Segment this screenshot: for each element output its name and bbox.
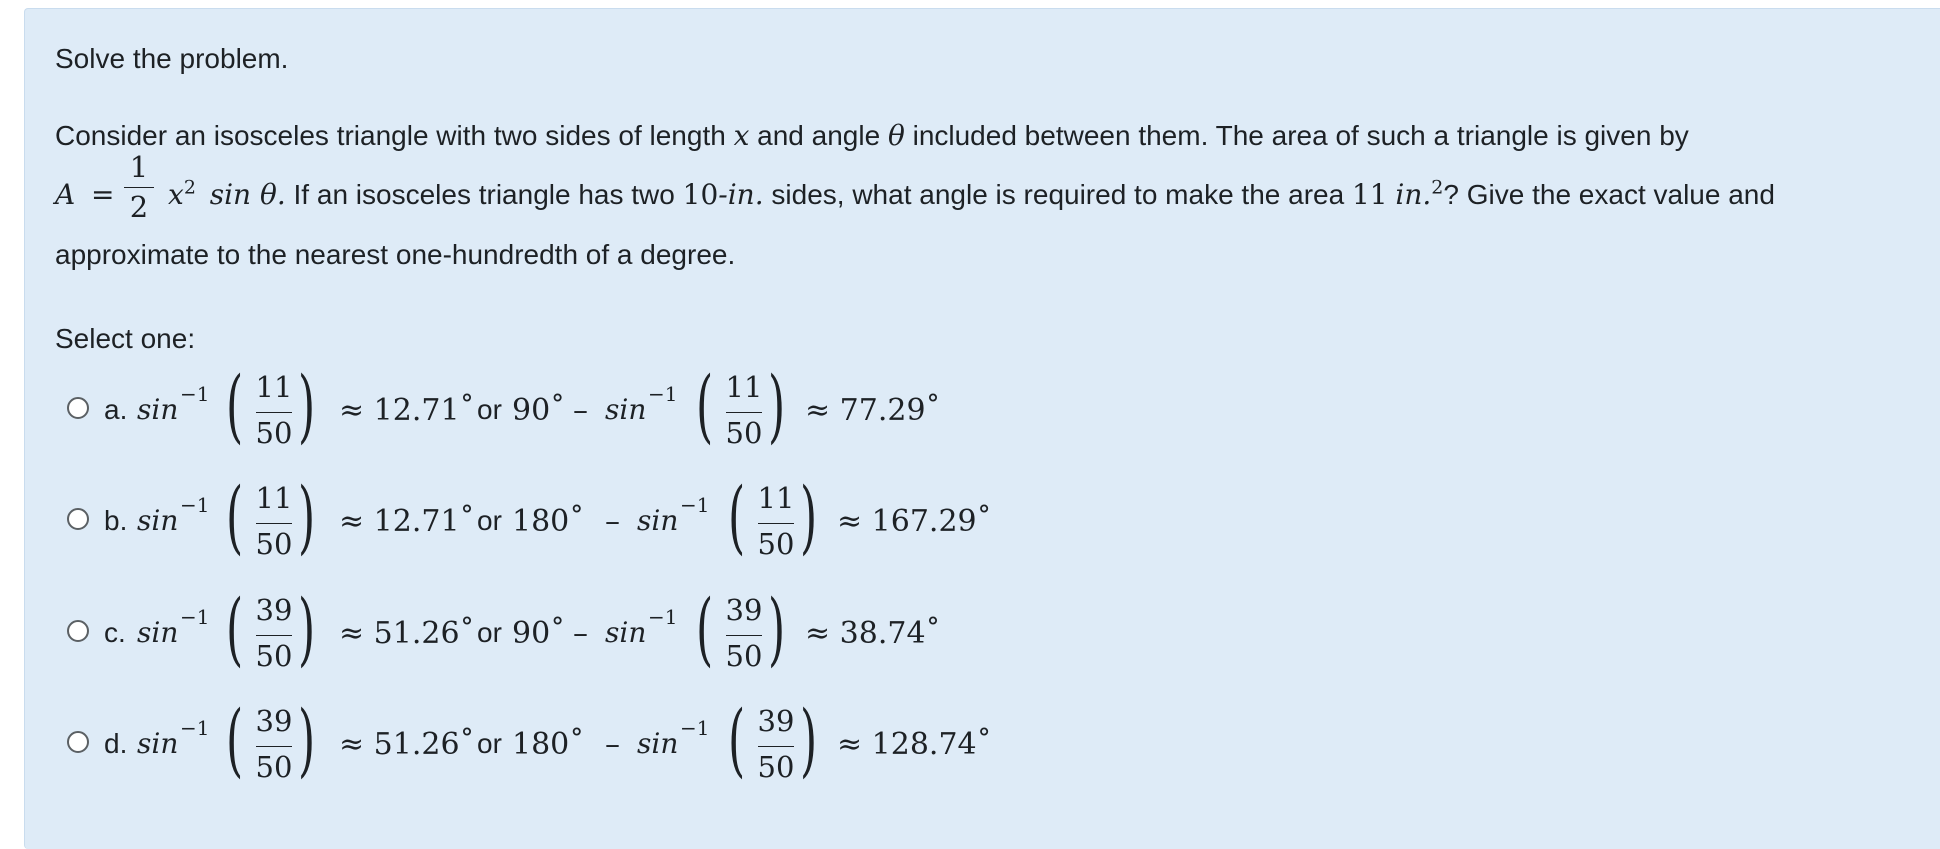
fraction-numerator: 39 (255, 593, 293, 627)
fraction-denominator: 50 (725, 416, 763, 450)
approx-value-2: ≈ 128.74˚ (837, 727, 992, 762)
close-paren: ) (768, 359, 786, 452)
open-paren: ( (226, 470, 244, 563)
option-b[interactable] (0, 470, 1100, 581)
or-text: or (477, 617, 502, 648)
fraction-bar (124, 187, 154, 188)
fraction-bar (256, 746, 292, 747)
minus-sign: – (605, 727, 620, 762)
sin-label: sin (137, 393, 179, 426)
or-text: or (477, 394, 502, 425)
close-paren: ) (298, 693, 316, 786)
approx-value-2: ≈ 77.29˚ (805, 393, 941, 428)
close-paren: ) (800, 470, 818, 563)
option-letter: a. (104, 394, 128, 425)
open-paren: ( (728, 470, 746, 563)
fraction-denominator: 50 (255, 416, 293, 450)
approx-value-1: ≈ 51.26˚ (339, 616, 475, 651)
base-angle: 90˚ (512, 393, 566, 428)
question-line-1: Consider an isosceles triangle with two sides of length x and angle θ included between them. The area of such a triangle is given by (55, 119, 1689, 152)
sin-label: sin (605, 616, 647, 649)
close-paren: ) (768, 582, 786, 675)
fraction-bar (256, 412, 292, 413)
base-angle: 180˚ (512, 504, 585, 539)
inverse-exponent: −1 (180, 605, 210, 629)
formula-numerator: 1 (129, 150, 149, 184)
open-paren: ( (226, 582, 244, 675)
close-paren: ) (298, 359, 316, 452)
option-c[interactable] (0, 582, 1100, 693)
formula-denominator: 2 (129, 190, 149, 224)
open-paren: ( (696, 359, 714, 452)
sin-label: sin (637, 727, 679, 760)
fraction-denominator: 50 (725, 639, 763, 673)
close-paren: ) (298, 470, 316, 563)
sin-label: sin (137, 727, 179, 760)
fraction-bar (726, 635, 762, 636)
fraction-numerator: 11 (255, 370, 293, 404)
approx-value-2: ≈ 38.74˚ (805, 616, 941, 651)
fraction-bar (256, 635, 292, 636)
open-paren: ( (696, 582, 714, 675)
or-text: or (477, 728, 502, 759)
option-d[interactable] (0, 693, 1100, 804)
minus-sign: – (605, 504, 620, 539)
fraction-denominator: 50 (255, 527, 293, 561)
fraction-denominator: 50 (757, 750, 795, 784)
option-radio[interactable] (67, 508, 89, 530)
fraction-bar (256, 523, 292, 524)
option-radio[interactable] (67, 620, 89, 642)
approx-value-1: ≈ 51.26˚ (339, 727, 475, 762)
option-letter: c. (104, 617, 126, 648)
base-angle: 180˚ (512, 727, 585, 762)
close-paren: ) (800, 693, 818, 786)
option-radio[interactable] (67, 397, 89, 419)
sin-label: sin (137, 616, 179, 649)
sin-label: sin (637, 504, 679, 537)
fraction-numerator: 11 (757, 481, 795, 515)
open-paren: ( (728, 693, 746, 786)
select-one-label: Select one: (55, 323, 196, 354)
approx-value-1: ≈ 12.71˚ (339, 393, 475, 428)
fraction-bar (758, 746, 794, 747)
inverse-exponent: −1 (680, 716, 710, 740)
option-letter: d. (104, 728, 128, 759)
open-paren: ( (226, 359, 244, 452)
approx-value-1: ≈ 12.71˚ (339, 504, 475, 539)
open-paren: ( (226, 693, 244, 786)
minus-sign: – (573, 616, 588, 651)
question-line-2: $A = x^2$ sin θ. If an isosceles triangle has two 10-in. sides, what angle is required to make the area 11 in.$^2$? Give the exact value and (55, 176, 1775, 211)
sin-label: sin (605, 393, 647, 426)
inverse-exponent: −1 (648, 382, 678, 406)
fraction-denominator: 50 (255, 639, 293, 673)
sin-label: sin (137, 504, 179, 537)
fraction-denominator: 50 (255, 750, 293, 784)
option-a[interactable] (0, 359, 1100, 470)
close-paren: ) (298, 582, 316, 675)
approx-value-2: ≈ 167.29˚ (837, 504, 992, 539)
fraction-numerator: 39 (255, 704, 293, 738)
inverse-exponent: −1 (180, 493, 210, 517)
fraction-denominator: 50 (757, 527, 795, 561)
fraction-bar (726, 412, 762, 413)
question-header: Solve the problem. (55, 43, 289, 74)
fraction-numerator: 11 (255, 481, 293, 515)
minus-sign: – (573, 393, 588, 428)
option-letter: b. (104, 505, 128, 536)
option-radio[interactable] (67, 731, 89, 753)
inverse-exponent: −1 (180, 382, 210, 406)
fraction-numerator: 11 (725, 370, 763, 404)
inverse-exponent: −1 (180, 716, 210, 740)
fraction-numerator: 39 (725, 593, 763, 627)
question-line-3: approximate to the nearest one-hundredth of a degree. (55, 239, 736, 270)
base-angle: 90˚ (512, 616, 566, 651)
inverse-exponent: −1 (680, 493, 710, 517)
inverse-exponent: −1 (648, 605, 678, 629)
or-text: or (477, 505, 502, 536)
fraction-numerator: 39 (757, 704, 795, 738)
fraction-bar (758, 523, 794, 524)
